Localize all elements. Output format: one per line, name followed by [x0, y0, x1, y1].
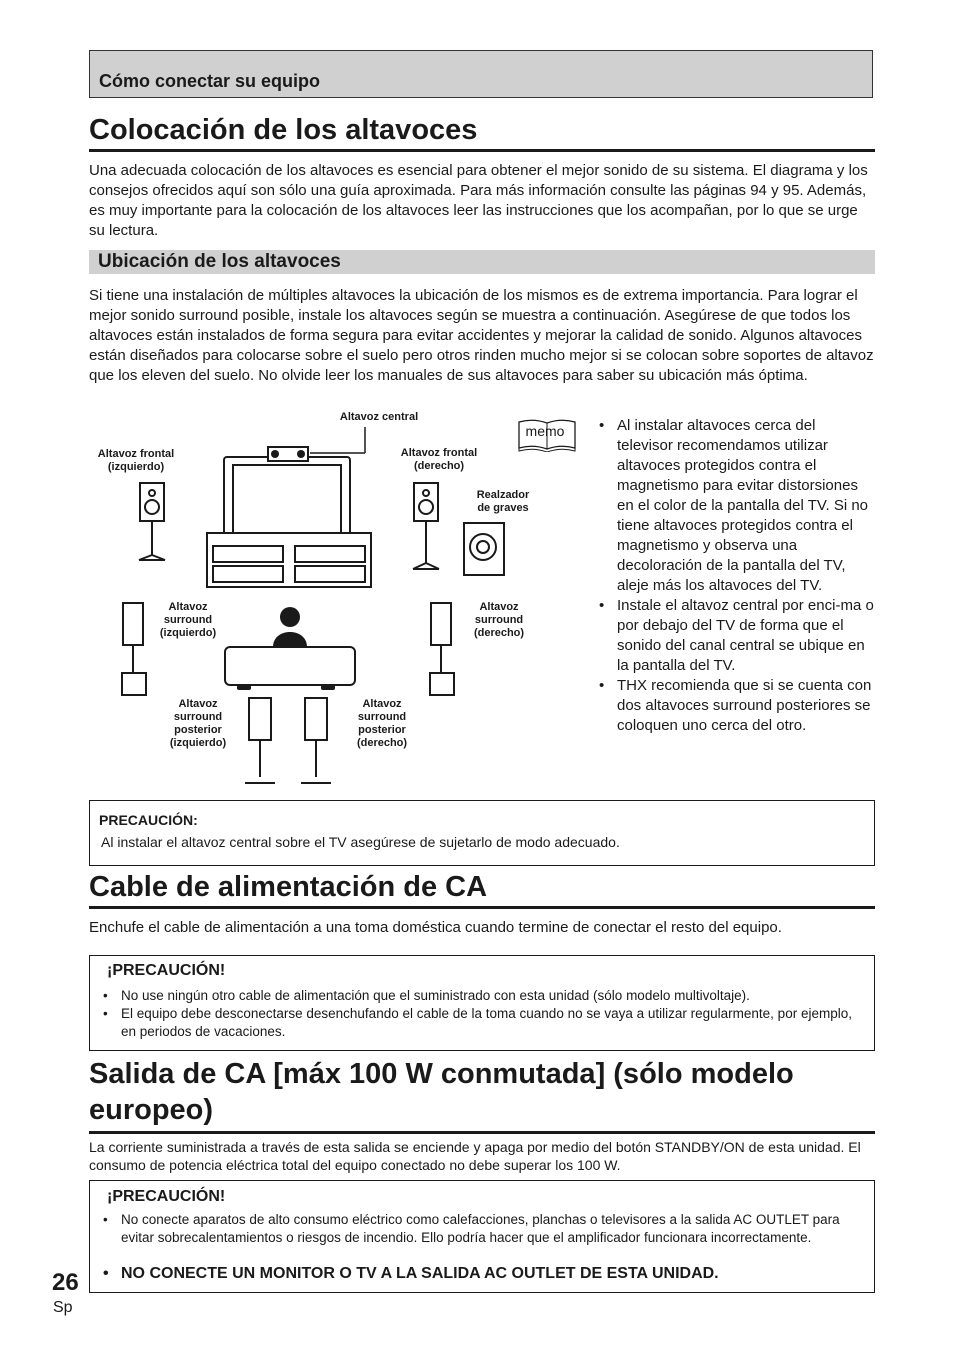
location-subheading: Ubicación de los altavoces: [98, 251, 341, 272]
surround-back-left-speaker: [249, 698, 271, 740]
section-header-bar: [89, 50, 873, 98]
caution-emphasis: • NO CONECTE UN MONITOR O TV A LA SALIDA AC OUTLET DE ESTA UNIDAD.: [103, 1265, 863, 1283]
label-subwoofer: Realzador de graves: [476, 489, 530, 514]
caution-list: [103, 987, 863, 1041]
memo-book-icon: [517, 418, 577, 452]
list-item: • THX recomienda que si se cuenta con dos altavoces surround posteriores se coloquen uno cerca del otro.: [599, 676, 875, 736]
listener-head: [280, 607, 300, 627]
ac-outlet-heading: Salida de CA [máx 100 W conmutada] (sólo modelo europeo): [89, 1058, 794, 1126]
label-surround-left: Altavoz surround (izquierdo): [159, 601, 217, 639]
list-item: • Al instalar altavoces cerca del televisor recomendamos utilizar altavoces protegidos contra el magnetismo para evitar distorsiones en el color de la pantalla del TV. Si no tiene altavoces protegidos contra el magnetismo y observa una decoloración de la pantalla del TV, aleje más los altavoces del TV.: [599, 416, 875, 596]
heading-rule: [89, 1131, 875, 1134]
list-item: • Instale el altavoz central por enci-ma o por debajo del TV de forma que el sonido del canal central se ubique en la pantalla del TV.: [599, 596, 875, 676]
ac-cable-heading: Cable de alimentación de CA: [89, 871, 488, 903]
speakers-intro: Una adecuada colocación de los altavoces es esencial para obtener el mejor sonido de su sistema. El diagrama y los consejos ofrecidos aquí son sólo una guía aproximada. Para más información consulte las páginas 94 y 95. Además, es muy importante para la colocación de los altavoces leer las instrucciones que los acompañan, por lo que se urge su lectura.: [89, 162, 868, 239]
label-surround-back-right: Altavoz surround posterior (derecho): [356, 698, 408, 749]
page-number: 26: [52, 1269, 79, 1296]
list-item: • El equipo debe desconectarse desenchufando el cable de la toma cuando no se vaya a utilizar regularmente, por ejemplo, en periodos de vacaciones.: [103, 1005, 863, 1041]
ac-outlet-text: La corriente suministrada a través de esta salida se enciende y apaga por medio del botón STANDBY/ON de esta unidad. El consumo de potencia eléctrica total del equipo conectado no debe superar los 100 W.: [89, 1139, 861, 1173]
tv-screen: [233, 465, 341, 533]
caution-box-speakers: [89, 800, 875, 866]
label-surround-right: Altavoz surround (derecho): [473, 601, 525, 639]
speakers-heading: Colocación de los altavoces: [89, 114, 478, 146]
speaker-tips-list: [599, 416, 875, 736]
caution-title: ¡PRECAUCIÓN!: [107, 962, 226, 979]
caution-box-ac-cable: [89, 955, 875, 1051]
sofa: [225, 647, 355, 685]
label-front-right: Altavoz frontal (derecho): [400, 447, 478, 472]
language-code: Sp: [53, 1299, 73, 1316]
label-center-speaker: Altavoz central: [339, 411, 419, 423]
label-front-left: Altavoz frontal (izquierdo): [97, 448, 175, 473]
surround-left-speaker: [123, 603, 143, 645]
ac-cable-text: Enchufe el cable de alimentación a una toma doméstica cuando termine de conectar el resto del equipo.: [89, 919, 782, 936]
listener-body: [273, 632, 307, 647]
list-item: • No use ningún otro cable de alimentación que el suministrado con esta unidad (sólo modelo multivoltaje).: [103, 987, 863, 1005]
surround-back-right-speaker: [305, 698, 327, 740]
heading-rule: [89, 149, 875, 152]
caution-text: Al instalar el altavoz central sobre el TV asegúrese de sujetarlo de modo adecuado.: [101, 834, 620, 850]
label-surround-back-left: Altavoz surround posterior (izquierdo): [169, 698, 227, 749]
list-item: • No conecte aparatos de alto consumo eléctrico como calefacciones, planchas o televisores a la salida AC OUTLET para evitar sobrecalentamientos o riesgos de incendio. Ello podría hacer que el amplificador funcionara incorrectamente.: [103, 1211, 863, 1247]
surround-right-speaker: [431, 603, 451, 645]
caution-emphasis-list: [103, 1265, 863, 1283]
location-text: Si tiene una instalación de múltiples altavoces la ubicación de los mismos es de extrema importancia. Para lograr el mejor sonido surround posible, instale los altavoces según se muestra a continuación. Asegúrese de que todos los altavoces están instalados de forma segura para evitar accidentes y mejorar la calidad de sonido. Algunos altavoces están diseñados para colocarse sobre el suelo pero otros rinden mucho mejor si se colocan sobre soportes de altavoz que los eleven del suelo. No olvide leer los manuales de sus altavoces para saber su ubicación más óptima.: [89, 287, 874, 384]
caution-title: PRECAUCIÓN:: [99, 812, 198, 828]
section-title: Cómo conectar su equipo: [99, 71, 321, 91]
caution-title: ¡PRECAUCIÓN!: [107, 1188, 226, 1205]
caution-box-ac-outlet: [89, 1180, 875, 1293]
caution-list: [103, 1211, 863, 1247]
heading-rule: [89, 906, 875, 909]
location-subheading-bar: [89, 250, 875, 274]
memo-label: memo: [525, 423, 565, 439]
